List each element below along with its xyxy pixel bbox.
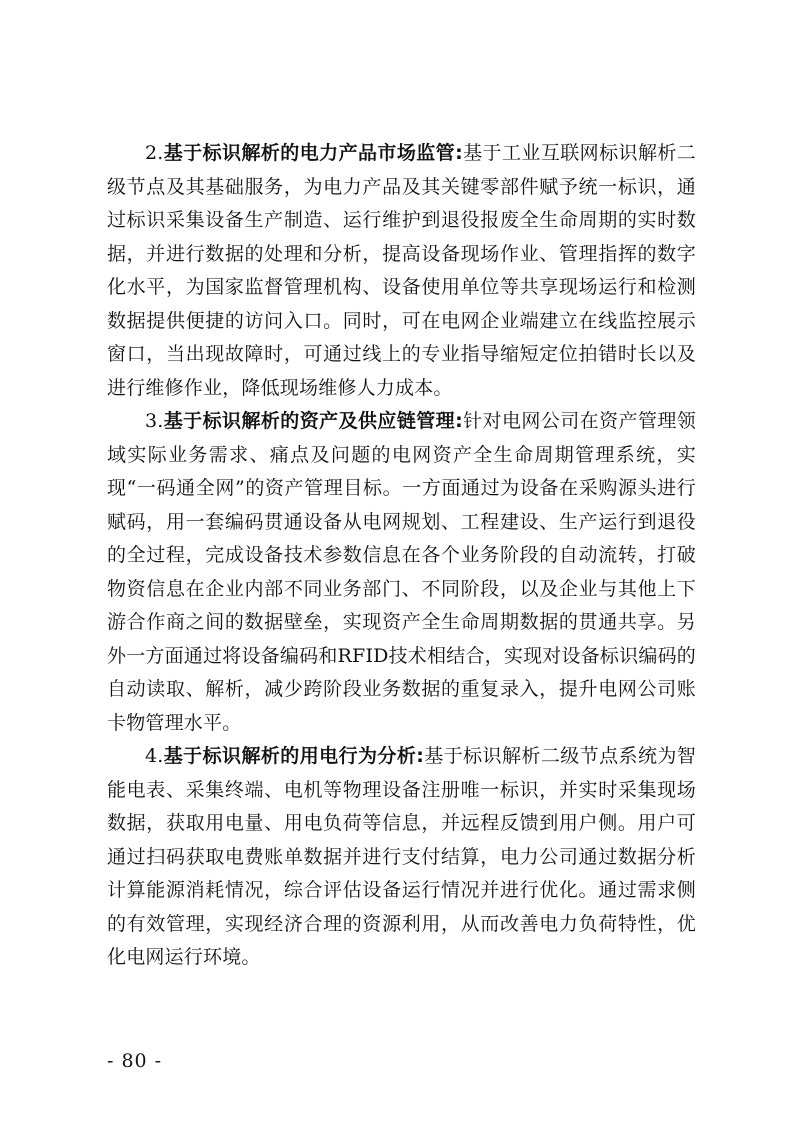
paragraph-power-usage-analysis [107,740,696,975]
paragraph-heading: 基于标识解析的用电行为分析: [163,745,425,767]
paragraph-body: 针对电网公司在资产管理领域实际业务需求、痛点及问题的电网资产全生命周期管理系统，实现“一码通全网”的资产管理目标。一方面通过为设备在采购源头进行赋码，用一套编码贯通设备从电网规划、工程建设、生产运行到退役的全过程，完成设备技术参数信息在各个业务阶段的自动流转，打破物资信息在企业内部不同业务部门、不同阶段，以及企业与其他上下游合作商之间的数据壁垒，实现资产全生命周期数据的贯通共享。另外一方面通过将设备编码和RFID技术相结合，实现对设备标识编码的自动读取、解析，减少跨阶段业务数据的重复录入，提升电网公司账卡物管理水平。 [107,410,696,734]
paragraph-heading: 基于标识解析的资产及供应链管理: [163,410,463,432]
paragraph-body: 基于工业互联网标识解析二级节点及其基础服务，为电力产品及其关键零部件赋予统一标识，通过标识采集设备生产制造、运行维护到退役报废全生命周期的实时数据，并进行数据的处理和分析，提高设备现场作业、管理指挥的数字化水平，为国家监督管理机构、设备使用单位等共享现场运行和检测数据提供便捷的访问入口。同时，可在电网企业端建立在线监控展示窗口，当出现故障时，可通过线上的专业指导缩短定位拍错时长以及进行维修作业，降低现场维修人力成本。 [107,142,696,399]
page-number: - 80 - [107,1050,163,1072]
document-body [107,137,696,975]
paragraph-body: 基于标识解析二级节点系统为智能电表、采集终端、电机等物理设备注册唯一标识，并实时采集现场数据，获取用电量、用电负荷等信息，并远程反馈到用户侧。用户可通过扫码获取电费账单数据并进行支付结算，电力公司通过数据分析计算能源消耗情况，综合评估设备运行情况并进行优化。通过需求侧的有效管理，实现经济合理的资源利用，从而改善电力负荷特性，优化电网运行环境。 [107,745,696,968]
paragraph-number: 4. [145,745,164,767]
paragraph-number: 3. [145,410,164,432]
paragraph-number: 2. [145,142,164,164]
paragraph-heading: 基于标识解析的电力产品市场监管: [163,142,463,164]
paragraph-market-supervision [107,137,696,405]
paragraph-asset-supply-chain [107,405,696,740]
